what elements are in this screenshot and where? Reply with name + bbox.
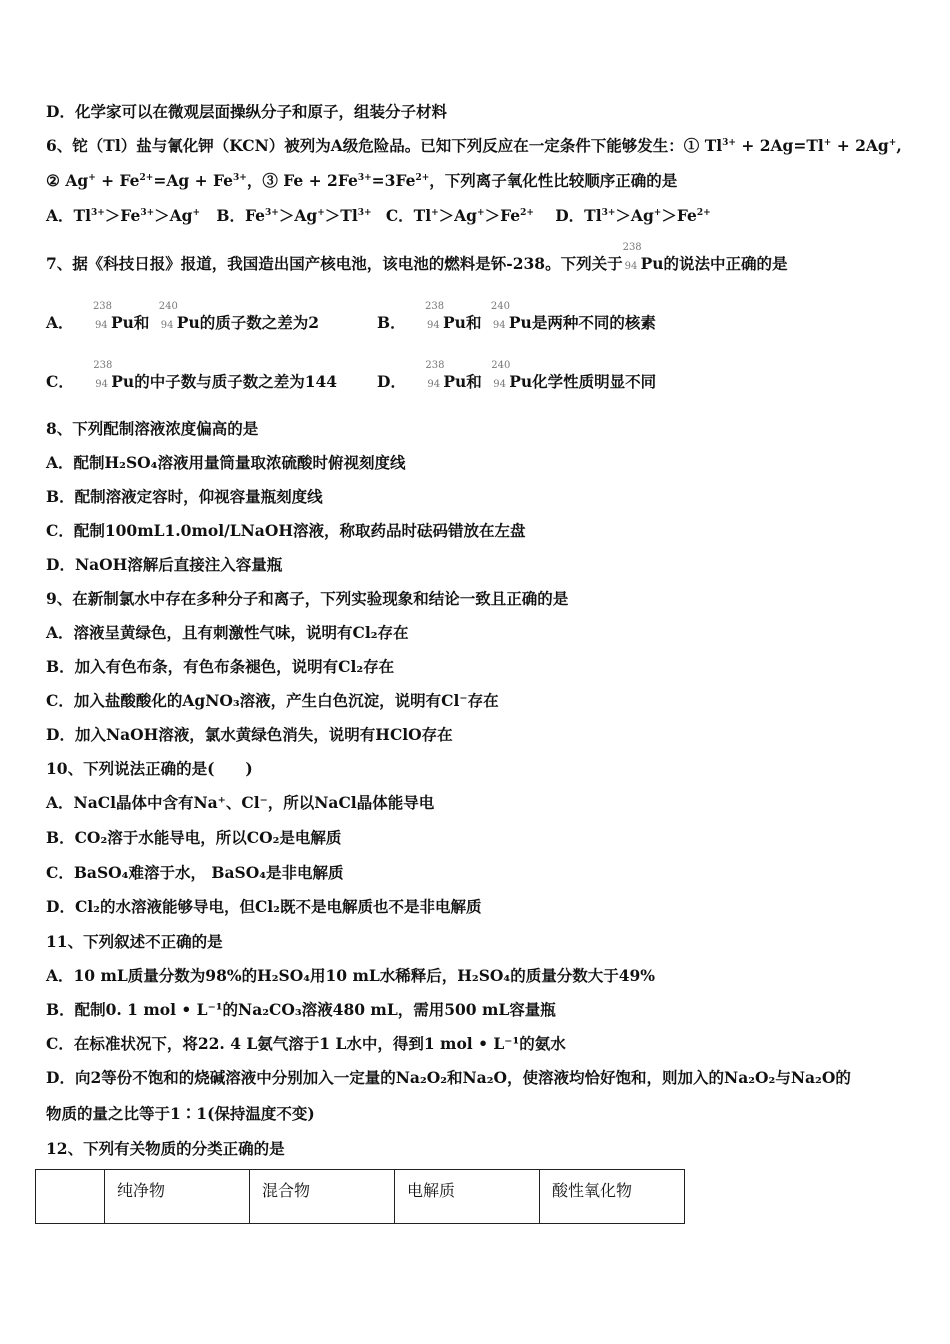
- pu238-nuclide: 238 94: [92, 301, 113, 331]
- q5-option-d: D．化学家可以在微观层面操纵分子和原子，组装分子材料: [46, 102, 447, 121]
- q11-option-c: C．在标准状况下，将22. 4 L氨气溶于1 L水中，得到1 mol • L⁻¹的氨水: [46, 1034, 566, 1053]
- table-header-cell: 纯净物: [105, 1170, 250, 1224]
- q9-stem: 9、在新制氯水中存在多种分子和离子，下列实验现象和结论一致且正确的是: [46, 589, 569, 608]
- table-header-cell: 电解质: [395, 1170, 540, 1224]
- q7-stem-post: Pu的说法中正确的是: [640, 254, 788, 273]
- q11-option-d-line2: 物质的量之比等于1∶1(保持温度不变): [46, 1104, 315, 1123]
- pu240-nuclide: 240 94: [490, 301, 510, 331]
- q7-option-d: D． 238 94 Pu和 240 94 Pu化学性质明显不同: [377, 360, 657, 391]
- q6-stem-c: ，③: [246, 171, 278, 190]
- q8-option-d: D．NaOH溶解后直接注入容量瓶: [46, 555, 283, 574]
- q7-option-c: C． 238 94 Pu的中子数与质子数之差为144: [46, 360, 338, 391]
- pu238-nuclide: 238 94: [622, 242, 642, 272]
- q12-stem: 12、下列有关物质的分类正确的是: [46, 1139, 285, 1158]
- q6-stem-line2: [46, 170, 677, 192]
- pu238-nuclide: 238 94: [425, 360, 445, 390]
- q11-option-d-line1: D．向2等份不饱和的烧碱溶液中分别加入一定量的Na₂O₂和Na₂O，使溶液均恰好饱和，则加入的Na₂O₂与Na₂O的: [46, 1068, 851, 1087]
- q7-stem-pre: 7、据《科技日报》报道，我国造出国产核电池，该电池的燃料是钚-238。下列关于: [46, 254, 623, 273]
- q6-reaction-2: $Ag^+ + Fe^{2+}=Ag + Fe^{3+}$: [65, 171, 247, 190]
- q6-reaction-3: $Fe + 2Fe^{3+}=3Fe^{2+}$: [283, 171, 430, 190]
- q9-option-b: B．加入有色布条，有色布条褪色，说明有Cl₂存在: [46, 657, 395, 676]
- q6-stem-a: 6、铊（Tl）盐与氰化钾（KCN）被列为A级危险品。已知下列反应在一定条件下能够发生：①: [46, 136, 700, 155]
- q6-option-b: B．$Fe^{3+}>Ag^+>Tl^{3+}$: [216, 206, 372, 225]
- q8-option-b: B．配制溶液定容时，仰视容量瓶刻度线: [46, 487, 323, 506]
- q7-option-b: B． 238 94 Pu和 240 94 Pu是两种不同的核素: [377, 301, 656, 332]
- table-header-cell: 混合物: [250, 1170, 395, 1224]
- q10-stem: 10、下列说法正确的是( ): [46, 759, 253, 778]
- q10-option-b: B．CO₂溶于水能导电，所以CO₂是电解质: [46, 828, 342, 847]
- q6-option-d: D．$Tl^{3+}>Ag^+>Fe^{2+}$: [555, 206, 711, 225]
- table-header-row: [36, 1170, 685, 1224]
- pu238-nuclide: 238 94: [425, 301, 445, 331]
- q9-option-c: C．加入盐酸酸化的AgNO₃溶液，产生白色沉淀，说明有Cl⁻存在: [46, 691, 499, 710]
- q9-option-d: D．加入NaOH溶液，氯水黄绿色消失，说明有HClO存在: [46, 725, 453, 744]
- q10-option-c: C．BaSO₄难溶于水， BaSO₄是非电解质: [46, 863, 344, 882]
- q8-option-a: A．配制H₂SO₄溶液用量筒量取浓硫酸时俯视刻度线: [46, 453, 406, 472]
- q9-option-a: A．溶液呈黄绿色，且有刺激性气味，说明有Cl₂存在: [46, 623, 409, 642]
- q11-stem: 11、下列叙述不正确的是: [46, 932, 223, 951]
- q6-stem-line1: [46, 135, 902, 157]
- q8-option-c: C．配制100mL1.0mol/LNaOH溶液，称取药品时砝码错放在左盘: [46, 521, 526, 540]
- q6-options: [46, 205, 711, 227]
- q6-reaction-1: $Tl^{3+} + 2Ag=Tl^+ + 2Ag^+$,: [704, 136, 902, 155]
- q10-option-d: D．Cl₂的水溶液能够导电，但Cl₂既不是电解质也不是非电解质: [46, 897, 482, 916]
- classification-table: [35, 1169, 685, 1224]
- pu240-nuclide: 240 94: [158, 301, 178, 331]
- q7-stem: [46, 242, 788, 275]
- pu240-nuclide: 240 94: [491, 360, 511, 390]
- q6-option-c: C．$Tl^+>Ag^+>Fe^{2+}$: [385, 206, 534, 225]
- pu238-nuclide: 238 94: [93, 360, 113, 390]
- q6-stem-d: ，下列离子氧化性比较顺序正确的是: [429, 171, 678, 190]
- q11-option-b: B．配制0. 1 mol • L⁻¹的Na₂CO₃溶液480 mL，需用500 mL容量瓶: [46, 1000, 556, 1019]
- table-header-cell: [36, 1170, 105, 1224]
- q6-stem-b: ②: [46, 171, 60, 190]
- q11-option-a: A．10 mL质量分数为98%的H₂SO₄用10 mL水稀释后，H₂SO₄的质量分数大于49%: [46, 966, 655, 985]
- q10-option-a: A．NaCl晶体中含有Na⁺、Cl⁻，所以NaCl晶体能导电: [46, 793, 435, 812]
- table-header-cell: 酸性氧化物: [540, 1170, 685, 1224]
- q8-stem: 8、下列配制溶液浓度偏高的是: [46, 419, 259, 438]
- q7-option-a: A． 238 94 Pu和 240 94 Pu的质子数之差为2: [46, 301, 320, 332]
- q6-option-a: A．$Tl^{3+}>Fe^{3+}>Ag^+$: [46, 206, 201, 225]
